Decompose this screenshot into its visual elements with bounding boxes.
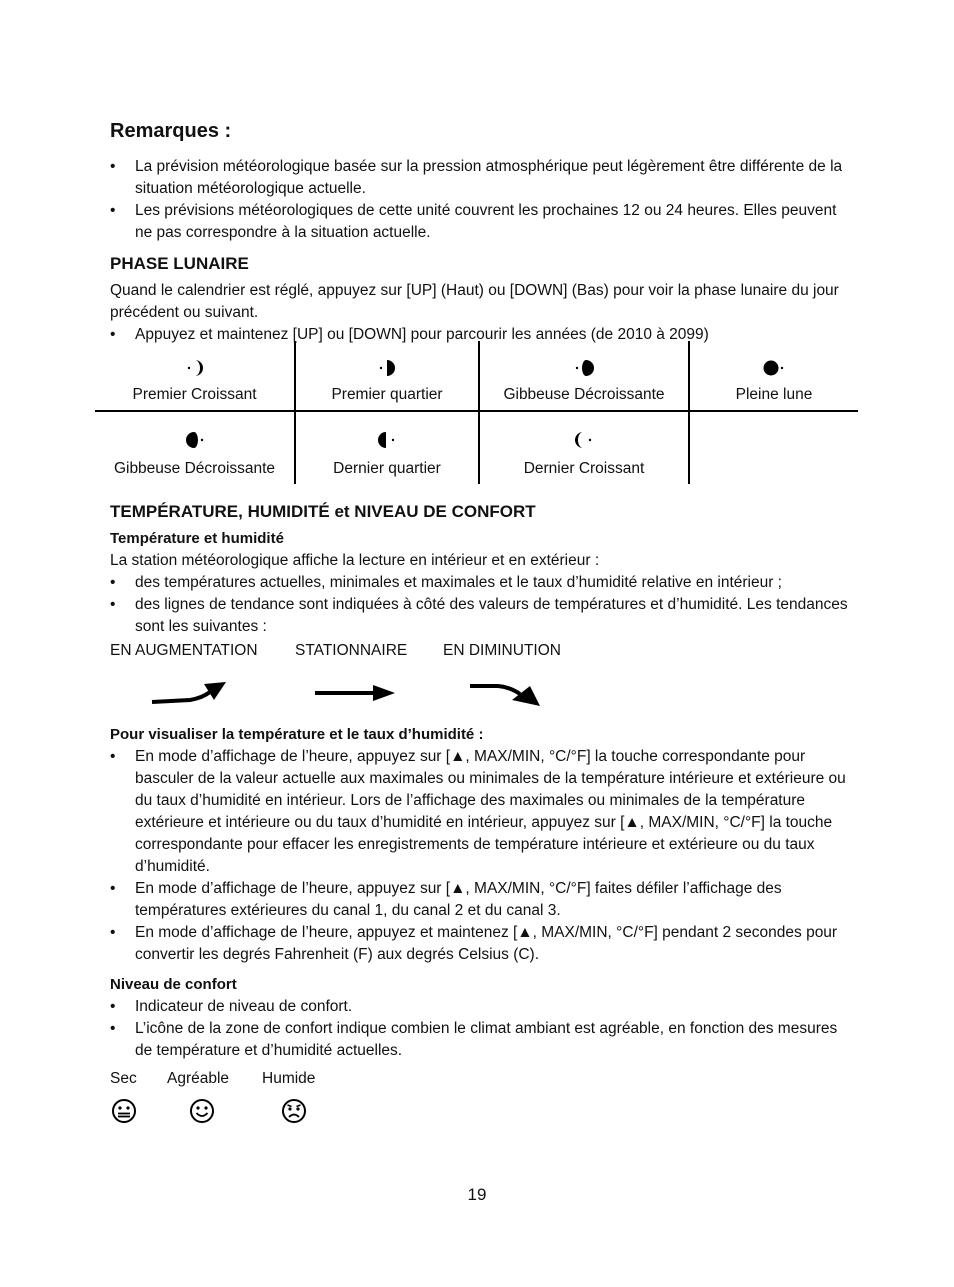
view-list (110, 746, 848, 966)
waning-crescent-moon-icon (573, 430, 595, 452)
moon-label: Gibbeuse Décroissante (113, 460, 276, 477)
first-quarter-moon-icon (377, 358, 397, 378)
temp-section (110, 492, 848, 638)
page-number: 19 (467, 1185, 487, 1204)
moon-label: Premier quartier (331, 386, 443, 403)
moon-label: Premier Croissant (132, 386, 257, 403)
moon-label: Dernier Croissant (523, 460, 645, 477)
phase-title: PHASE LUNAIRE (110, 254, 249, 273)
moon-cell (479, 411, 689, 484)
comfort-label: Agréable (167, 1070, 230, 1087)
trend-steady-arrow-icon (313, 683, 397, 703)
trend-label: EN DIMINUTION (443, 642, 561, 659)
moon-cell (689, 341, 858, 411)
list-item: • des lignes de tendance sont indiquées à côté des valeurs de températures et d’humidité. Les tendances sont les suivantes : (110, 594, 848, 638)
list-item: • L’icône de la zone de confort indique combien le climat ambiant est agréable, en fonction des mesures de température et d’humidité actuelles. (110, 1018, 848, 1062)
comfort-label: Sec (110, 1070, 137, 1087)
list-item: • des températures actuelles, minimales et maximales et le taux d’humidité relative en intérieur ; (110, 572, 848, 594)
waxing-gibbous-moon-icon (573, 358, 595, 378)
list-item: • Indicateur de niveau de confort. (110, 996, 848, 1018)
moon-cell (295, 341, 479, 411)
phase-intro: Quand le calendrier est réglé, appuyez sur [UP] (Haut) ou [DOWN] (Bas) pour voir la phase lunaire du jour précédent ou suivant. (110, 282, 839, 321)
comfort-label: Humide (262, 1070, 316, 1087)
list-item: • Appuyez et maintenez [UP] ou [DOWN] pour parcourir les années (de 2010 à 2099) (110, 324, 848, 346)
moon-label: Dernier quartier (333, 460, 441, 477)
view-subtitle: Pour visualiser la température et le taux d’humidité : (110, 726, 484, 743)
temp-list (110, 572, 848, 638)
comfort-subtitle: Niveau de confort (110, 976, 237, 993)
moon-cell (95, 411, 295, 484)
trend-label: STATIONNAIRE (295, 642, 408, 659)
moon-label: Pleine lune (735, 386, 813, 403)
trend-down-arrow-icon (468, 680, 542, 708)
view-section (110, 724, 848, 1062)
comfortable-face-icon (189, 1098, 215, 1124)
list-item: • Les prévisions météorologiques de cette unité couvrent les prochaines 12 ou 24 heures. Elles peuvent ne pas correspondre à la situation actuelle. (110, 200, 848, 244)
remarques-title: Remarques : (110, 120, 232, 142)
temp-subtitle: Température et humidité (110, 530, 284, 547)
moon-cell (295, 411, 479, 484)
waxing-crescent-moon-icon (185, 358, 205, 378)
temp-intro: La station météorologique affiche la lecture en intérieur et en extérieur : (110, 552, 600, 569)
list-item: • En mode d’affichage de l’heure, appuyez sur [▲, MAX/MIN, °C/°F] faites défiler l’affichage des températures extérieures du canal 1, du canal 2 et du canal 3. (110, 878, 848, 922)
list-item: • La prévision météorologique basée sur la pression atmosphérique peut légèrement être différente de la situation météorologique actuelle. (110, 156, 848, 200)
trend-up-arrow-icon (150, 680, 230, 706)
moon-cell-empty (689, 411, 858, 484)
moon-cell (95, 341, 295, 411)
moon-phase-table (95, 341, 858, 484)
page-content (110, 116, 848, 346)
last-quarter-moon-icon (376, 430, 398, 452)
trend-label: EN AUGMENTATION (110, 642, 258, 659)
list-item: • En mode d’affichage de l’heure, appuyez et maintenez [▲, MAX/MIN, °C/°F] pendant 2 secondes pour convertir les degrés Fahrenheit (F) aux degrés Celsius (C). (110, 922, 848, 966)
remarques-list (110, 156, 848, 244)
full-moon-icon (761, 358, 787, 378)
moon-label: Gibbeuse Décroissante (503, 386, 665, 403)
moon-cell (479, 341, 689, 411)
temp-title: TEMPÉRATURE, HUMIDITÉ et NIVEAU DE CONFORT (110, 502, 536, 521)
wet-face-icon (281, 1098, 307, 1124)
dry-face-icon (111, 1098, 137, 1124)
comfort-list (110, 996, 848, 1062)
waning-gibbous-moon-icon (184, 430, 206, 452)
list-item: • En mode d’affichage de l’heure, appuyez sur [▲, MAX/MIN, °C/°F] la touche correspondante pour basculer de la valeur actuelle aux maximales ou minimales de la température intérieure et extérieure ou du taux d’humidité en intérieur. Lors de l’affichage des maximales ou minimales de la température extérieure et intérieure ou du taux d’humidité en intérieur, appuyez sur [▲, MAX/MIN, °C/°F] la touche correspondante pour effacer les enregistrements de température intérieure et extérieure ou du taux d’humidité. (110, 746, 848, 878)
